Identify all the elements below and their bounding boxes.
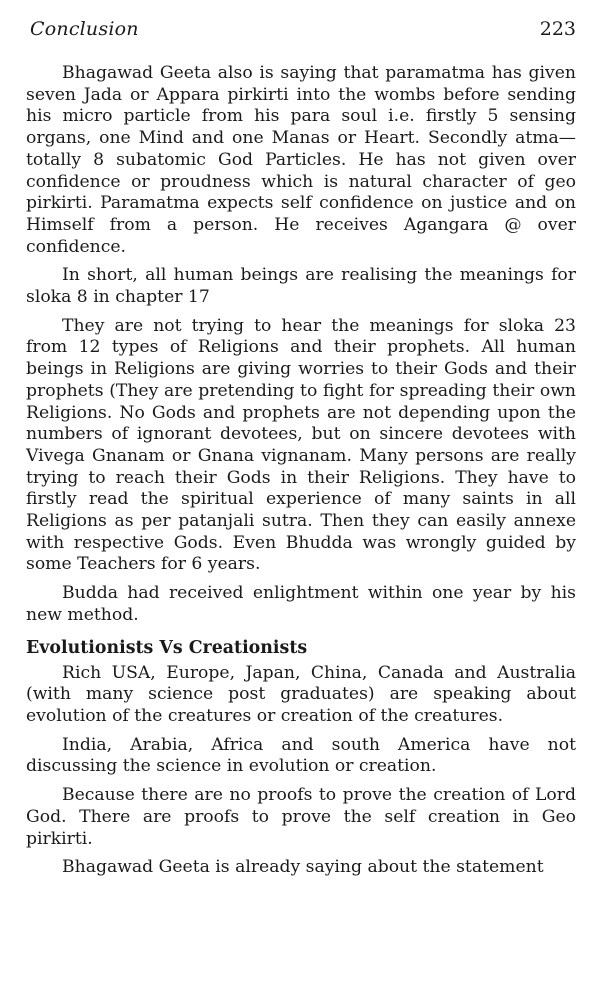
page-body — [26, 63, 576, 886]
running-header — [0, 14, 600, 48]
paragraph: They are not trying to hear the meanings for sloka 23 from 12 types of Religions and their prophets. All human beings in Religions are giving worries to their Gods and their prophets (They are pretending to fight for spreading their own Religions. No Gods and prophets are not depending upon the numbers of ignorant devotees, but on sincere devotees with Vivega Gnanam or Gnana vignanam. Many persons are really trying to reach their Gods in their Religions. They have to firstly read the spiritual experience of many saints in all Religions as per patanjali sutra. Then they can easily annexe with respective Gods. Even Bhudda was wrongly guided by some Teachers for 6 years. — [26, 315, 576, 575]
section-heading: Evolutionists Vs Creationists — [26, 637, 308, 658]
paragraph: India, Arabia, Africa and south America have not discussing the science in evolution or creation. — [26, 734, 576, 777]
paragraph: Rich USA, Europe, Japan, China, Canada and Australia (with many science post graduates) are speaking about evolution of the creatures or creation of the creatures. — [26, 662, 576, 726]
paragraph: Budda had received enlightment within one year by his new method. — [26, 583, 576, 625]
paragraph: Bhagawad Geeta is already saying about the statement — [62, 857, 544, 878]
paragraph: Because there are no proofs to prove the creation of Lord God. There are proofs to prove the self creation in Geo pirkirti. — [26, 785, 576, 849]
section-title: Conclusion — [30, 18, 139, 40]
paragraph: Bhagawad Geeta also is saying that paramatma has given seven Jada or Appara pirkirti into the wombs before sending his micro particle from his para soul i.e. firstly 5 sensing organs, one Mind and one Manas or Heart. Secondly atma— totally 8 subatomic God Particles. He has not given over confidence or proudness which is natural character of geo pirkirti. Paramatma expects self confidence on justice and on Himself from a person. He receives Agangara @ over confidence. — [26, 63, 576, 257]
page-number: 223 — [539, 18, 576, 40]
paragraph: In short, all human beings are realising the meanings for sloka 8 in chapter 17 — [26, 265, 576, 308]
